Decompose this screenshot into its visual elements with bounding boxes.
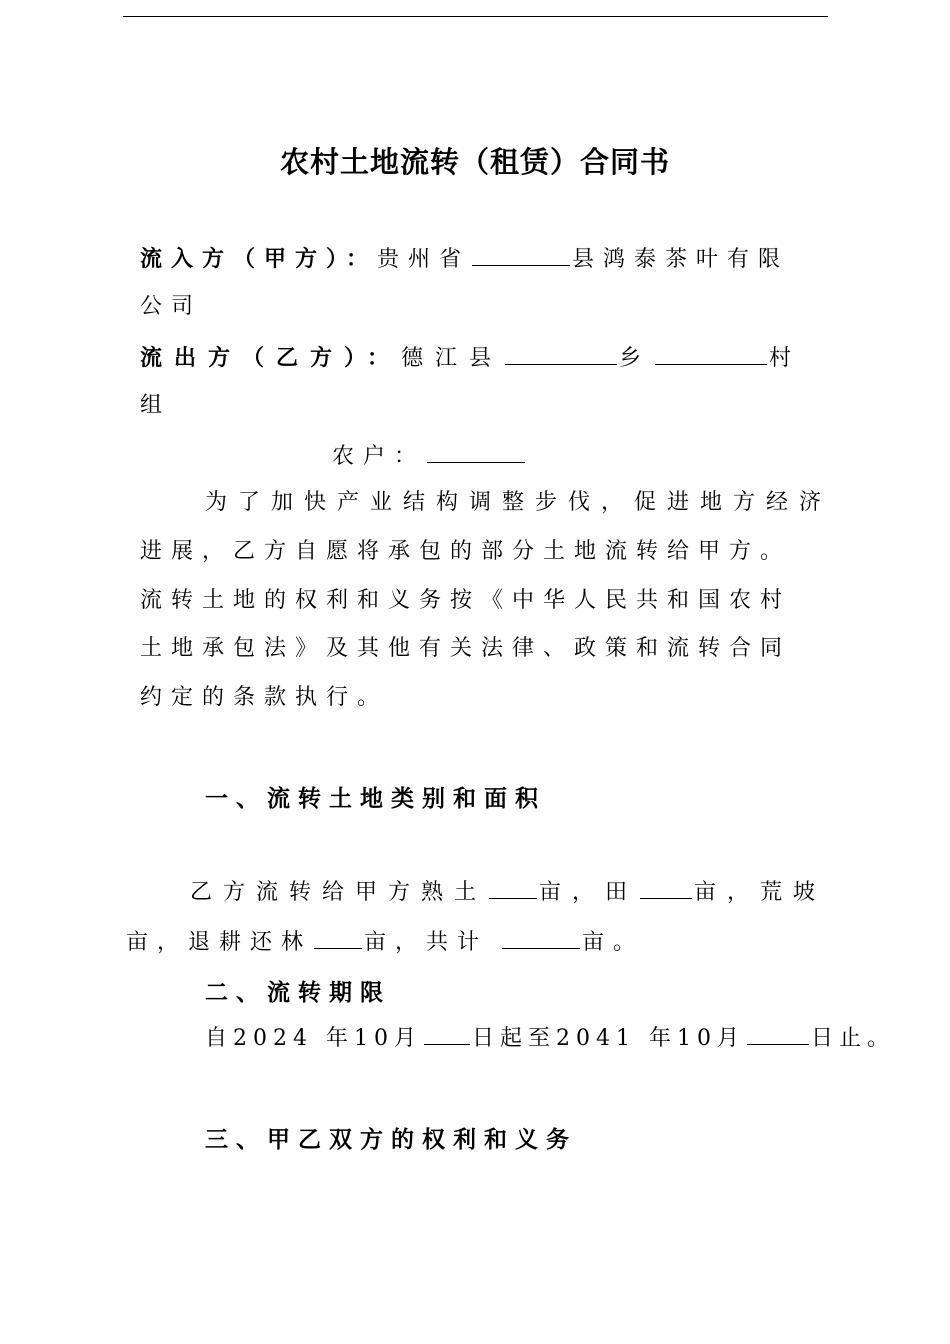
party-b-township-blank[interactable] [505, 342, 617, 365]
party-b-village-blank[interactable] [655, 342, 767, 365]
section-1-text-a: 乙方流转给甲方熟土 [190, 880, 488, 905]
start-day-blank[interactable] [424, 1022, 470, 1045]
term-end-suffix: 日止。 [810, 1026, 895, 1051]
party-b-township: 乡 [619, 346, 654, 371]
intro-line-3: 流转土地的权利和义务按《中华人民共和国农村 [140, 588, 792, 613]
cooked-land-blank[interactable] [489, 876, 537, 899]
reforest-blank[interactable] [314, 926, 362, 949]
section-1-text-f: 亩。 [582, 930, 645, 955]
party-a-county-blank[interactable] [472, 243, 570, 266]
total-blank[interactable] [502, 926, 580, 949]
document-title: 农村土地流转（租赁）合同书 [279, 145, 670, 179]
term-start-text: 自2024 年10月 [205, 1026, 422, 1051]
paddy-blank[interactable] [640, 876, 692, 899]
party-a-province: 贵州省 [377, 247, 471, 272]
party-b-line-cont: 组 [140, 393, 172, 418]
party-a-line [140, 243, 789, 275]
section-1-line-2 [126, 926, 644, 958]
intro-line-5: 约定的条款执行。 [140, 685, 389, 710]
party-a-company: 县鸿泰茶叶有限 [572, 247, 790, 272]
party-b-line [140, 342, 803, 374]
section-2-line [205, 1022, 895, 1054]
intro-line-4: 土地承包法》及其他有关法律、政策和流转合同 [140, 636, 792, 661]
section-1-text-b: 亩，田 [539, 880, 639, 905]
term-end-text: 日起至2041 年10月 [471, 1026, 745, 1051]
party-b-county: 德江县 [401, 346, 504, 371]
section-1-heading: 一、流转土地类别和面积 [205, 786, 546, 812]
section-1-text-d: 亩，退耕还林 [126, 930, 313, 955]
header-rule [123, 16, 828, 17]
section-1-text-c: 亩，荒坡 [694, 880, 827, 905]
section-1-line-1 [190, 876, 826, 908]
end-day-blank[interactable] [747, 1022, 809, 1045]
farmer-label: 农户： [332, 444, 426, 469]
party-a-label: 流入方（甲方）： [140, 247, 378, 272]
section-1-text-e: 亩，共计 [364, 930, 489, 955]
farmer-line [332, 440, 527, 472]
section-3-heading: 三、甲乙双方的权利和义务 [205, 1127, 577, 1153]
farmer-blank[interactable] [427, 440, 525, 463]
party-a-line-cont: 公司 [140, 294, 203, 319]
party-b-village: 村 [769, 346, 804, 371]
section-2-heading: 二、流转期限 [205, 980, 391, 1006]
intro-line-1: 为了加快产业结构调整步伐，促进地方经济 [205, 490, 833, 515]
party-b-label: 流出方（乙方）： [140, 346, 402, 371]
intro-line-2: 进展，乙方自愿将承包的部分土地流转给甲方。 [140, 539, 792, 564]
